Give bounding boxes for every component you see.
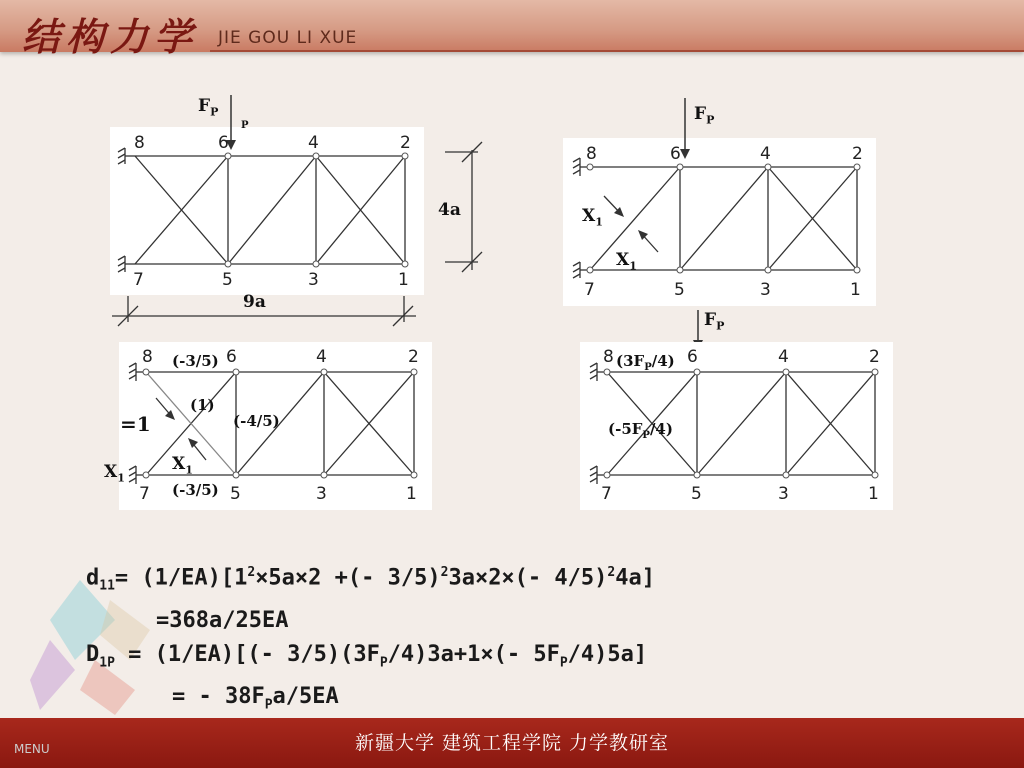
node-7: 7 [133,270,144,290]
node-3: 3 [778,484,789,504]
node-8: 8 [134,133,145,153]
formula-d1p: $D_{1P} = (1/EA)[(-$ $3/5)(3F_P/4)3a+1\times(-$ $5F_P/4)5a$] [86,641,648,671]
footer-bar [0,718,1024,768]
footer-institution: 新疆大学 建筑工程学院 力学教研室 [354,732,670,754]
node-4: 4 [308,133,319,153]
node-3: 3 [316,484,327,504]
node-2: 2 [400,133,411,153]
header-title-english: JIE GOU LI XUE [218,28,358,48]
node-4: 4 [316,347,327,367]
formula-block [86,556,655,723]
node-5: 5 [691,484,702,504]
node-7: 7 [601,484,612,504]
node-8: 8 [142,347,153,367]
node-4: 4 [778,347,789,367]
member-force-label: (-3/5) [172,352,219,370]
node-8: 8 [586,144,597,164]
header-title-chinese: 结构力学 [22,14,199,59]
load-label: $F_P$ [198,96,219,119]
node-6: 6 [226,347,237,367]
member-force-label: $(3F_P/4)$ [616,352,675,373]
node-7: 7 [584,280,595,300]
node-4: 4 [760,144,771,164]
member-force-label: (-4/5) [233,412,280,430]
node-5: 5 [674,280,685,300]
node-5: 5 [230,484,241,504]
node-3: 3 [760,280,771,300]
node-6: 6 [218,133,229,153]
node-1: 1 [850,280,861,300]
unit-load-label: =1 [120,412,151,436]
node-6: 6 [687,347,698,367]
formula-d11: $d_{11}= (1/EA)[1^2\times 5a\times 2$ +(- 3/5)$^2$3a×2×(- 4/5)$^2$4a] [86,565,655,594]
node-2: 2 [852,144,863,164]
menu-button[interactable]: MENU [14,742,50,756]
node-7: 7 [139,484,150,504]
height-dimension: 4a [438,200,461,220]
redundant-force-label: $X_1$ [172,454,193,477]
node-3: 3 [308,270,319,290]
load-label: $F_P$ [694,104,715,127]
load-label: $F_P$ [704,310,725,333]
node-8: 8 [603,347,614,367]
node-1: 1 [406,484,417,504]
formula-d11-result: =368a/25EA [156,607,289,633]
member-force-label: (1) [190,396,215,414]
formula-d1p-result: = - $38F_Pa/5EA$ [172,684,339,713]
node-1: 1 [868,484,879,504]
redundant-force-label: $X_1$ [104,462,125,485]
redundant-force-label: $X_1$ [616,250,637,273]
member-force-label: (-3/5) [172,481,219,499]
node-5: 5 [222,270,233,290]
node-1: 1 [398,270,409,290]
member-force-label: $(-5F_P/4)$ [608,420,673,441]
node-2: 2 [869,347,880,367]
stray-label: P [241,120,249,131]
redundant-force-label: $X_1$ [582,206,603,229]
node-6: 6 [670,144,681,164]
width-dimension: 9a [243,292,266,312]
node-2: 2 [408,347,419,367]
